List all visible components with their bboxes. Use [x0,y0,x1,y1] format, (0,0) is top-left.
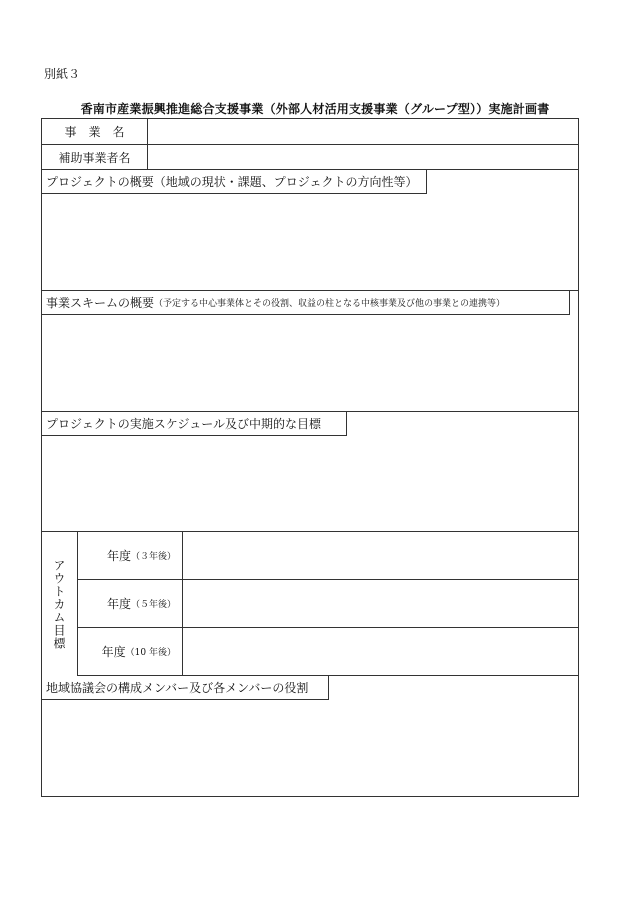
scheme-section [42,291,578,412]
operator-label: 補助事業者名 [42,145,148,169]
council-section [42,676,578,796]
overview-label: プロジェクトの概要（地域の現状・課題、プロジェクトの方向性等） [42,170,427,194]
outcome-value-5y[interactable] [183,580,578,627]
project-name-row [42,119,578,145]
outcome-year: 年度 [101,645,126,659]
project-name-label: 事 業 名 [42,119,148,144]
schedule-label: プロジェクトの実施スケジュール及び中期的な目標 [42,412,347,436]
scheme-label: 事業スキームの概要 [46,296,155,310]
scheme-label-box [42,291,570,315]
overview-section [42,170,578,291]
overview-field[interactable] [42,194,578,290]
outcome-term: （５年後） [130,600,176,610]
outcome-value-3y[interactable] [183,532,578,579]
outcome-year-label [78,580,183,627]
outcome-year: 年度 [106,549,131,563]
outcome-label: アウトカム目標 [42,532,78,676]
schedule-section [42,412,578,532]
document-title: 香南市産業振興推進総合支援事業（外部人材活用支援事業（グループ型））実施計画書 [80,102,550,116]
scheme-field[interactable] [42,315,578,411]
outcome-row-10y [78,628,578,676]
outcome-term: （３年後） [130,552,176,562]
schedule-field[interactable] [42,436,578,531]
attachment-number: 別紙３ [44,67,81,81]
council-field[interactable] [42,700,578,796]
outcome-row-5y [78,580,578,628]
scheme-note: （予定する中心事業体とその役割、収益の柱となる中核事業及び他の事業との連携等） [154,299,506,309]
outcome-year-label [78,628,183,675]
outcome-year-label [78,532,183,579]
council-label: 地域協議会の構成メンバー及び各メンバーの役割 [42,676,329,700]
outcome-year: 年度 [106,597,131,611]
operator-row [42,145,578,170]
outcome-term: （10 年後） [125,648,176,658]
outcome-row-3y [78,532,578,580]
outcome-value-10y[interactable] [183,628,578,675]
plan-form [41,118,579,797]
